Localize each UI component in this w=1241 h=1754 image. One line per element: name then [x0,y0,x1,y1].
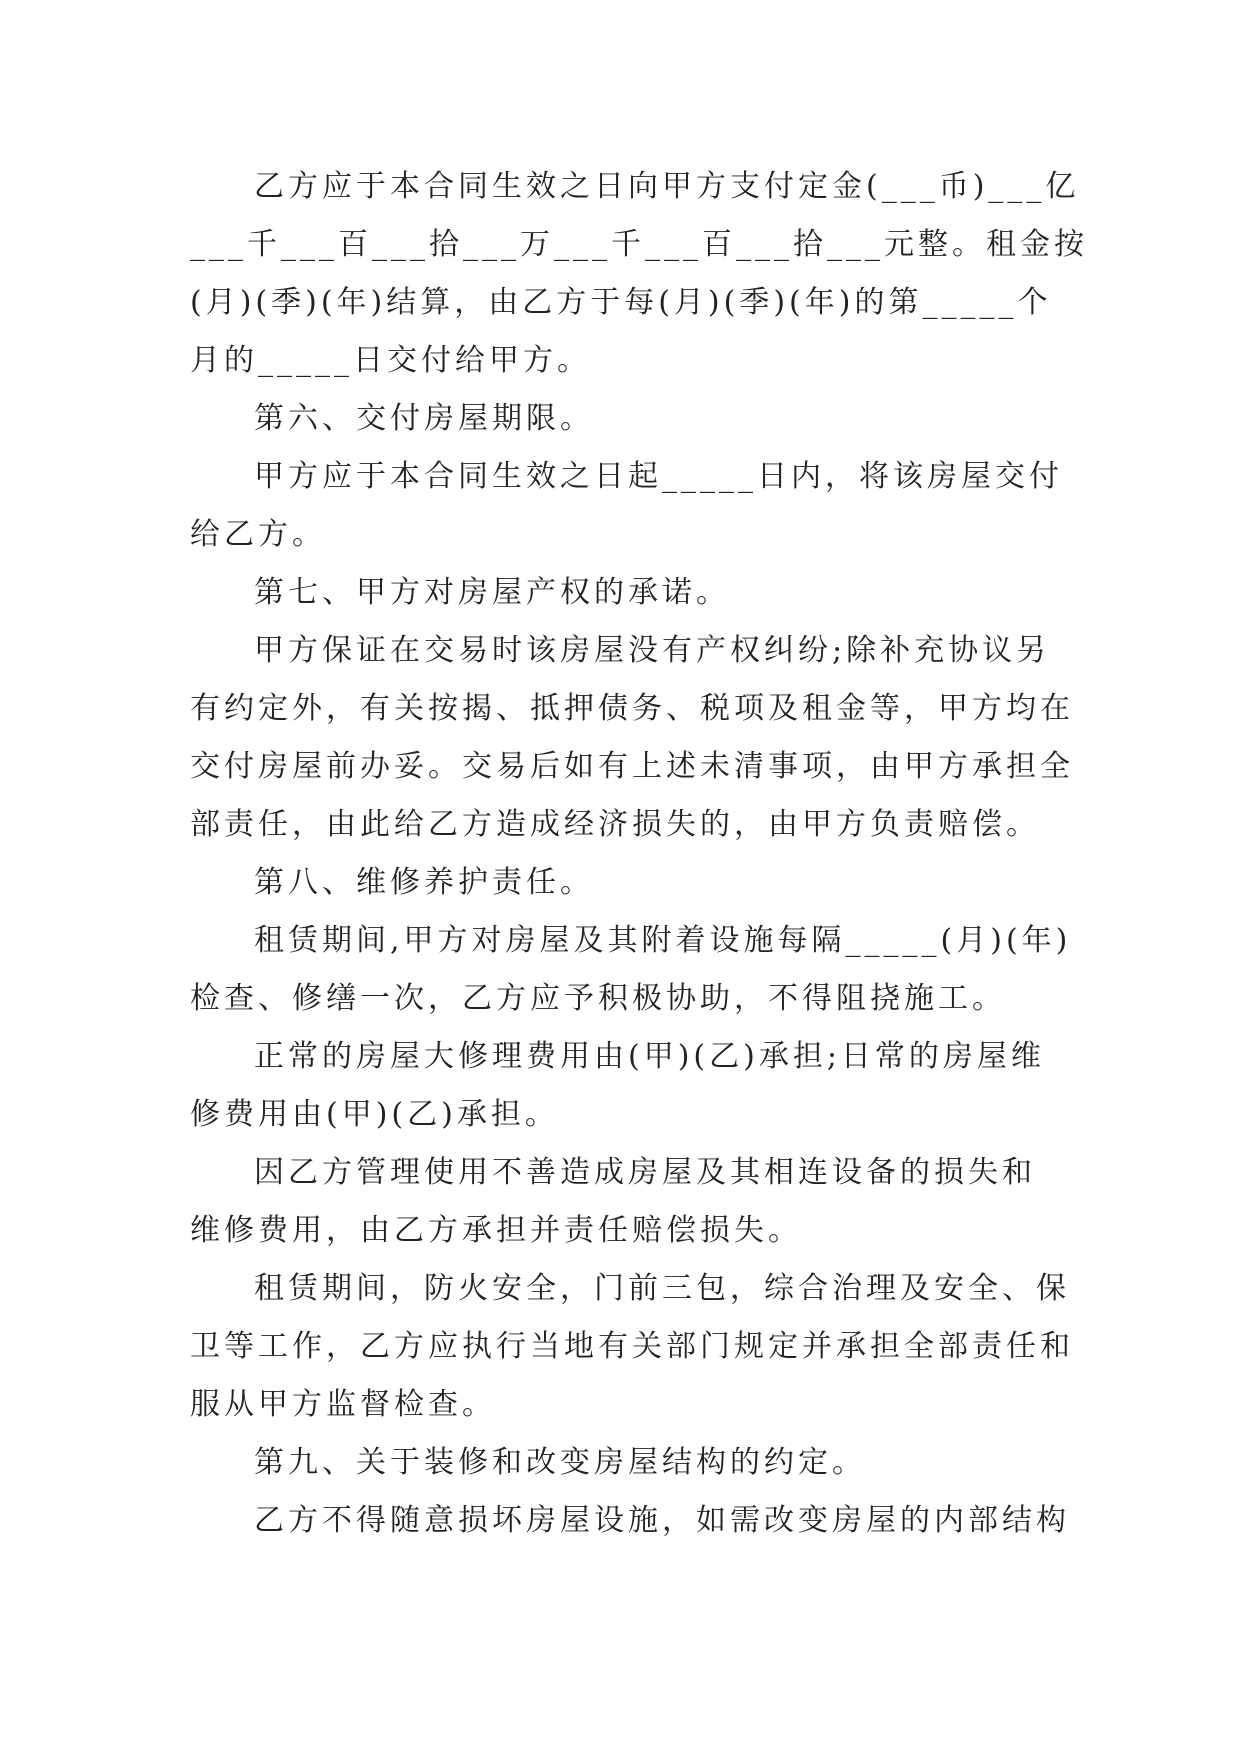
text-line: 交付房屋前办妥。交易后如有上述未清事项，由甲方承担全 [190,749,1074,784]
document-body [190,158,1088,1550]
text-line: (月)(季)(年)结算，由乙方于每(月)(季)(年)的第_____个 [190,285,1052,320]
text-line: 第八、维修养护责任。 [254,865,594,900]
text-line: 甲方保证在交易时该房屋没有产权纠纷;除补充协议另 [254,633,1051,668]
text-line: 有约定外，有关按揭、抵押债务、税项及租金等，甲方均在 [190,691,1074,726]
text-line: 乙方不得随意损坏房屋设施，如需改变房屋的内部结构 [254,1503,1070,1538]
text-line: 修费用由(甲)(乙)承担。 [190,1097,559,1132]
text-line: 给乙方。 [190,517,326,552]
text-line: 服从甲方监督检查。 [190,1387,496,1422]
text-line: 维修费用，由乙方承担并责任赔偿损失。 [190,1213,802,1248]
text-line: 因乙方管理使用不善造成房屋及其相连设备的损失和 [254,1155,1036,1190]
text-line: 甲方应于本合同生效之日起_____日内，将该房屋交付 [254,459,1063,494]
text-line: 卫等工作，乙方应执行当地有关部门规定并承担全部责任和 [190,1329,1074,1364]
text-line: 乙方应于本合同生效之日向甲方支付定金(___币)___亿 [254,169,1080,204]
text-line: 第九、关于装修和改变房屋结构的约定。 [254,1445,866,1480]
text-line: 租赁期间，防火安全，门前三包，综合治理及安全、保 [254,1271,1070,1306]
text-line: 第六、交付房屋期限。 [254,401,594,436]
text-line: ___千___百___拾___万___千___百___拾___元整。租金按 [190,227,1088,262]
text-line: 部责任，由此给乙方造成经济损失的，由甲方负责赔偿。 [190,807,1040,842]
text-line: 第七、甲方对房屋产权的承诺。 [254,575,730,610]
text-line: 检查、修缮一次，乙方应予积极协助，不得阻挠施工。 [190,981,1006,1016]
text-line: 正常的房屋大修理费用由(甲)(乙)承担;日常的房屋维 [254,1039,1045,1074]
text-line: 月的_____日交付给甲方。 [190,343,591,378]
text-line: 租赁期间,甲方对房屋及其附着设施每隔_____(月)(年) [254,923,1072,958]
